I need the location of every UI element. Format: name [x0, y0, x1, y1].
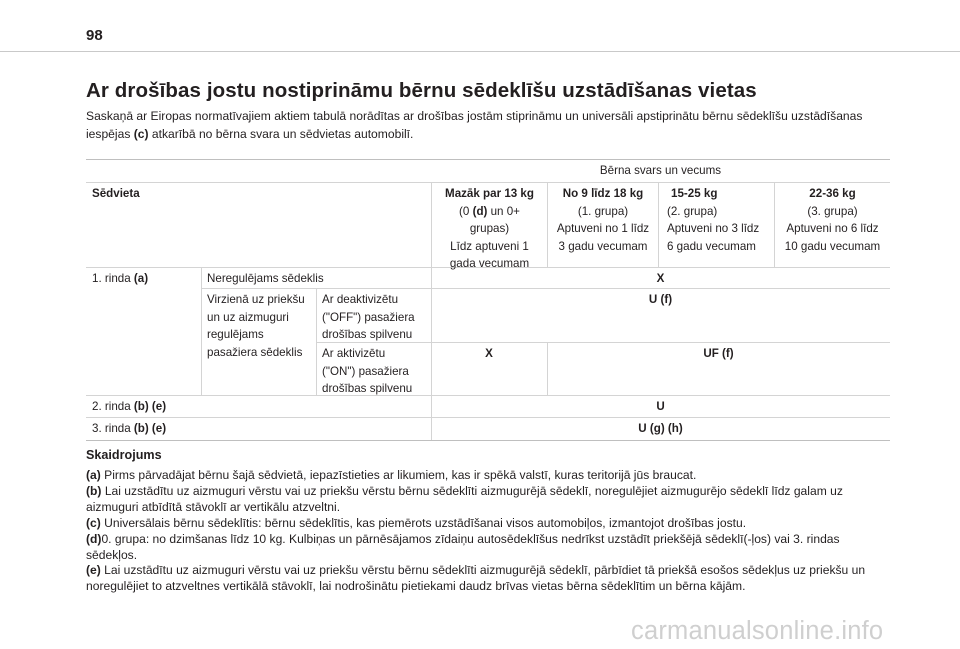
note-item	[86, 468, 890, 484]
note-item	[86, 516, 890, 532]
weight-age-header: Bērna svars un vecums	[599, 164, 722, 177]
col0-group-c: un 0+	[487, 204, 520, 218]
column-group-0	[432, 185, 547, 273]
col1-age-2: 3 gadu vecumam	[558, 239, 648, 253]
child-seat-table	[86, 159, 890, 441]
row2-value	[431, 398, 890, 416]
row3-value	[431, 420, 890, 438]
note-text: Lai uzstādītu uz aizmuguri vērstu vai uz priekšu vērstu bērnu sēdeklīti aizmugurējā sēdeklī, noregulējiet aizmugurējo sēdeklī līdz galam uz aizmuguri atbīdītā stāvoklī ar vertikālu atzveltni.	[86, 483, 843, 514]
row3-label	[92, 420, 166, 438]
adjustable-seat-l4: pasažiera sēdeklis	[207, 345, 303, 359]
note-ref: (a)	[86, 468, 101, 482]
row3-label-text: 3. rinda	[92, 422, 134, 435]
table-rule	[201, 288, 890, 289]
col2-age-1: Aptuveni no 3 līdz	[667, 222, 760, 235]
airbag-on-l2: ("ON") pasažiera	[322, 364, 409, 378]
seat-header-label: Sēdvieta	[92, 187, 140, 200]
adjustable-seat-l1: Virzienā uz priekšu	[207, 293, 305, 306]
col1-age-1: Aptuveni no 1 līdz	[556, 222, 650, 235]
airbag-on-value-1	[431, 345, 547, 363]
airbag-off-value	[431, 291, 890, 309]
col2-weight: 15-25 kg	[671, 187, 718, 200]
table-rule	[201, 267, 202, 395]
intro-text-end: atkarībā no bērna svara un sēdvietas automobilī.	[148, 127, 414, 141]
column-group-1	[548, 185, 658, 255]
intro-text: Saskaņā ar Eiropas normatīvajiem aktiem tabulā norādītas ar drošības jostām stiprināmu un universāli apstiprinātu bērnu sēdeklīšu uzstādīšanas iespējas	[86, 109, 863, 141]
row1-ref: (a)	[133, 272, 149, 285]
note-text: Lai uzstādītu uz aizmuguri vērstu vai uz priekšu vērstu bērnu sēdeklīti aizmugurējā sēdeklī, pārbīdiet tā priekšā esošos sēdekļus uz priekšu un noregulējiet to atzveltnes vertikālā stāvoklī, lai nodrošinātu pietiekami daudz brīvas vietas bērna sēdeklītim un bērna kājām.	[86, 563, 866, 594]
intro-paragraph	[86, 107, 886, 143]
note-ref: (d)	[86, 531, 102, 546]
note-text: Universālais bērnu sēdeklītis: bērnu sēdeklītis, kas piemērots uzstādīšanai visos automobiļos, izmantojot drošības jostu.	[100, 515, 747, 530]
note-text: 0. grupa: no dzimšanas līdz 10 kg. Kulbiņas un pārnēsājamos zīdaiņu autosēdeklīšus nedrīkst uzstādīt priekšējā sēdeklī(-ļos) vai 3. rindas sēdekļos.	[86, 531, 840, 562]
row1-label	[92, 270, 148, 288]
col0-weight: Mazāk par 13 kg	[445, 187, 534, 200]
airbag-on-label	[322, 345, 412, 398]
airbag-off-l2: ("OFF") pasažiera	[322, 310, 415, 324]
airbag-on-l1: Ar aktivizētu	[322, 347, 386, 360]
airbag-off-label	[322, 291, 415, 344]
watermark: carmanualsonline.info	[631, 617, 884, 645]
col2-group: (2. grupa)	[667, 204, 718, 218]
col3-weight: 22-36 kg	[809, 187, 856, 200]
page-number: 98	[86, 27, 103, 44]
row1-fixed-seat-value	[431, 270, 890, 288]
row1-label-text: 1. rinda	[92, 272, 134, 285]
airbag-on-val1: X	[485, 347, 493, 360]
adjustable-seat-l2: un uz aizmuguri	[207, 310, 289, 324]
col1-group: (1. grupa)	[577, 204, 629, 218]
airbag-off-val: U (f)	[648, 293, 673, 306]
seat-header	[92, 185, 140, 203]
airbag-on-val2: UF (f)	[703, 347, 734, 360]
notes-list	[86, 468, 890, 595]
row2-label	[92, 398, 166, 416]
adjustable-seat-l3: regulējams	[207, 328, 264, 341]
table-rule	[658, 182, 659, 267]
row2-label-text: 2. rinda	[92, 400, 134, 413]
col1-weight: No 9 līdz 18 kg	[562, 187, 644, 200]
note-ref: (c)	[86, 515, 101, 530]
note-ref: (e)	[86, 563, 101, 578]
table-rule	[86, 182, 890, 183]
col0-group-end: grupas)	[469, 222, 510, 235]
header-divider	[0, 51, 960, 52]
airbag-on-value-2	[547, 345, 890, 363]
col3-group: (3. grupa)	[807, 204, 858, 218]
col3-age-2: 10 gadu vecumam	[784, 239, 881, 253]
note-text: Pirms pārvadājat bērnu šajā sēdvietā, iepazīstieties ar likumiem, kas ir spēkā valstī, kuras teritorijā jūs braucat.	[100, 468, 697, 482]
notes-title: Skaidrojums	[86, 448, 162, 462]
intro-ref: (c)	[133, 127, 149, 141]
row3-ref: (b) (e)	[133, 422, 167, 435]
column-group-3	[775, 185, 890, 255]
row3-val: U (g) (h)	[638, 422, 683, 435]
page-title: Ar drošības jostu nostiprināmu bērnu sēdeklīšu uzstādīšanas vietas	[86, 79, 757, 102]
row2-val: U	[656, 400, 665, 413]
row1-fixed-seat-val: X	[656, 272, 665, 285]
airbag-off-l3: drošības spilvenu	[322, 328, 413, 341]
col0-age-1: Līdz aptuveni 1	[450, 239, 529, 253]
row1-fixed-seat: Neregulējams sēdeklis	[207, 272, 324, 285]
col2-age-2: 6 gadu vecumam	[667, 239, 756, 253]
row1-adjustable-seat	[207, 291, 305, 361]
col0-age-2: gada vecumam	[449, 257, 530, 270]
col0-group-ref: (d)	[472, 204, 488, 218]
table-rule	[86, 417, 890, 418]
table-rule	[316, 288, 317, 395]
note-item	[86, 563, 890, 595]
note-item	[86, 484, 890, 516]
column-group-2	[667, 185, 774, 255]
note-item	[86, 532, 890, 564]
airbag-on-l3: drošības spilvenu	[322, 382, 413, 395]
col0-group-a: (0	[459, 204, 473, 218]
table-rule	[86, 395, 890, 396]
airbag-off-l1: Ar deaktivizētu	[322, 293, 399, 306]
row2-ref: (b) (e)	[133, 400, 167, 413]
col3-age-1: Aptuveni no 6 līdz	[786, 222, 879, 235]
note-ref: (b)	[86, 483, 102, 498]
